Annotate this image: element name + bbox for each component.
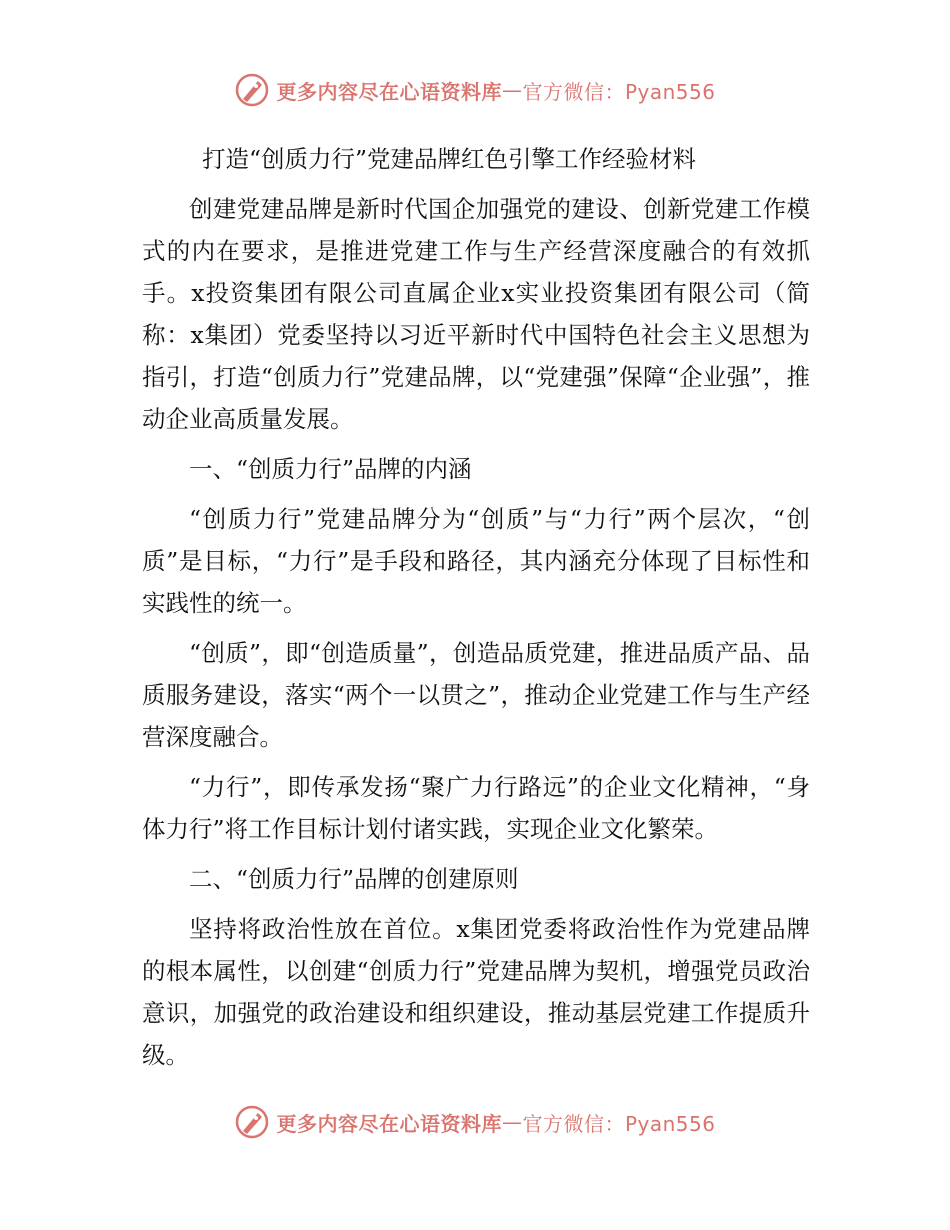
paragraph-chuangzhi: “创质”，即“创造质量”，创造品质党建，推进品质产品、品质服务建设，落实“两个一以贯之”，推动企业党建工作与生产经营深度融合。 (142, 639, 810, 751)
paragraph-political: 坚持将政治性放在首位。x集团党委将政治性作为党建品牌的根本属性，以创建“创质力行”党建品牌为契机，增强党员政治意识，加强党的政治建设和组织建设，推动基层党建工作提质升级。 (142, 915, 810, 1069)
watermark-banner-bottom (0, 1102, 950, 1142)
pen-nib-icon (234, 72, 270, 108)
section-heading-1: 一、“创质力行”品牌的内涵 (189, 455, 472, 483)
watermark-site-text: 更多内容尽在心语资料库 (276, 79, 502, 104)
watermark-wechat-text: 官方微信：Pyan556 (522, 79, 716, 104)
pen-nib-icon (234, 1104, 270, 1140)
watermark-wechat-text: 官方微信：Pyan556 (522, 1111, 716, 1136)
watermark-site-text: 更多内容尽在心语资料库 (276, 1111, 502, 1136)
paragraph-lixing: “力行”，即传承发扬“聚广力行路远”的企业文化精神，“身体力行”将工作目标计划付诸实践，实现企业文化繁荣。 (142, 773, 810, 843)
watermark-dash: — (501, 78, 523, 102)
document-body (142, 138, 810, 1084)
watermark-dash: — (501, 1110, 523, 1134)
paragraph-connotation: “创质力行”党建品牌分为“创质”与“力行”两个层次，“创质”是目标，“力行”是手段和路径，其内涵充分体现了目标性和实践性的统一。 (142, 505, 810, 617)
document-title: 打造“创质力行”党建品牌红色引擎工作经验材料 (202, 145, 697, 173)
section-heading-2: 二、“创质力行”品牌的创建原则 (189, 865, 519, 893)
paragraph-intro: 创建党建品牌是新时代国企加强党的建设、创新党建工作模式的内在要求，是推进党建工作与生产经营深度融合的有效抓手。x投资集团有限公司直属企业x实业投资集团有限公司（简称：x集团）党委坚持以习近平新时代中国特色社会主义思想为指引，打造“创质力行”党建品牌，以“党建强”保障“企业强”，推动企业高质量发展。 (142, 195, 810, 433)
watermark-banner-top (0, 70, 950, 110)
